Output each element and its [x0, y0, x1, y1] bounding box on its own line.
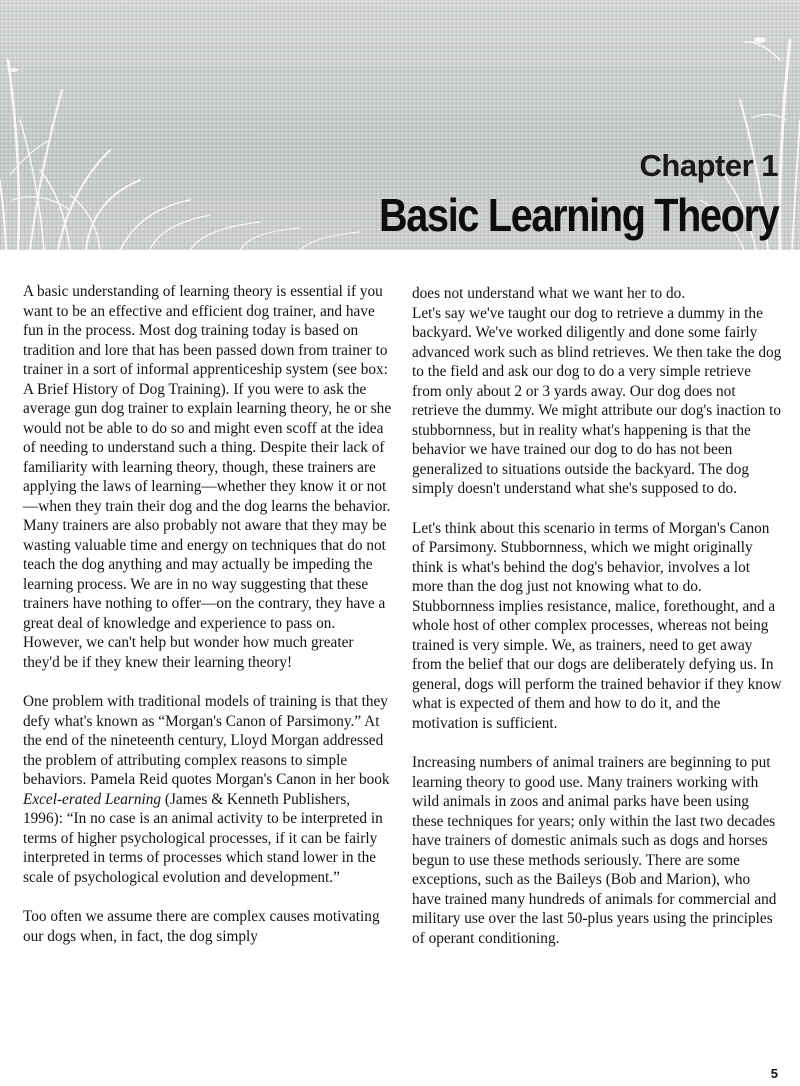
paragraph-intro: A basic understanding of learning theory is essential if you want to be an effective and efficient dog trainer, and have fun in the process. Most dog training today is based on tradition and lore that has been passed down from trainer to trainer in a sort of informal apprenticeship system (see box: A Brief History of Dog Training). If you were to ask the average gun dog trainer to explain learning theory, he or she would not be able to do so and might even scoff at the idea of needing to understand such a thing. Despite their lack of familiarity with learning theory, though, these trainers are applying the laws of learning—whether they know it or not—when they train their dog and the dog learns the behavior. Many trainers are also probably not aware that they may be wasting valuable time and energy on techniques that do not teach the dog anything and may actually be impeding the learning process. We are in no way suggesting that these trainers have nothing to offer—on the contrary, they have a great deal of knowledge and experience to pass on. However, we can't help but wonder how much greater they'd be if they knew their learning theory! — [23, 283, 392, 671]
paragraph-text: (James & Kenneth Publishers, 1996): “In no case is an animal activity to be interpreted in terms of higher psychological processes, if it can be fairly interpreted in terms of processes which stand lower in the scale of psychological evolution and development.” — [23, 790, 383, 886]
paragraph-text: One problem with traditional models of training is that they defy what's known as “Morgan's Canon of Parsimony.” At the end of the nineteenth century, Lloyd Morgan addressed the problem of attributing complex reasons to simple behaviors. Pamela Reid quotes Morgan's Canon in her book — [23, 693, 390, 788]
paragraph-complex-causes: Too often we assume there are complex causes motivating our dogs when, in fact, the dog simply — [23, 908, 380, 945]
paragraph-morgans-canon — [23, 692, 393, 887]
paragraph-continuation: does not understand what we want her to do. — [412, 285, 686, 302]
left-text-column — [23, 282, 393, 946]
chapter-number: Chapter 1 — [639, 148, 778, 183]
paragraph-retrieve-example: Let's say we've taught our dog to retrieve a dummy in the backyard. We've worked diligently and done some fairly advanced work such as blind retrieves. We then take the dog to the field and ask our dog to do a very simple retrieve from only about 2 or 3 yards away. Our dog does not retrieve the dummy. We might attribute our dog's inaction to stubbornness, but in reality what's happening is that the behavior we have trained our dog to do has not been generalized to situations outside the backyard. The dog simply doesn't understand what she's supposed to do. — [412, 304, 782, 497]
page-number: 5 — [770, 1066, 778, 1081]
right-text-column — [412, 284, 782, 948]
chapter-header-banner — [0, 0, 800, 250]
paragraph-animal-trainers: Increasing numbers of animal trainers are beginning to put learning theory to good use. Many trainers working with wild animals in zoos and animal parks have been using these techniques for years; only within the last two decades have trainers of domestic animals such as dogs and horses begun to use these methods seriously. There are some exceptions, such as the Baileys (Bob and Marion), who have trained many hundreds of animals for commercial and military use over the last 50-plus years using the principles of operant conditioning. — [412, 754, 777, 947]
paragraph-stubbornness: Let's think about this scenario in terms of Morgan's Canon of Parsimony. Stubbornness, which we might originally think is what's behind the dog's behavior, involves a lot more than the dog just not knowing what to do. Stubbornness implies resistance, malice, forethought, and a whole host of other complex processes, whereas not being trained is very simple. We, as trainers, need to get away from the belief that our dogs are deliberately defying us. In general, dogs will perform the trained behavior if they know what is expected of them and how to do it, and the motivation is sufficient. — [412, 519, 782, 732]
chapter-title: Basic Learning Theory — [378, 189, 778, 241]
book-title: Excel-erated Learning — [23, 790, 162, 808]
